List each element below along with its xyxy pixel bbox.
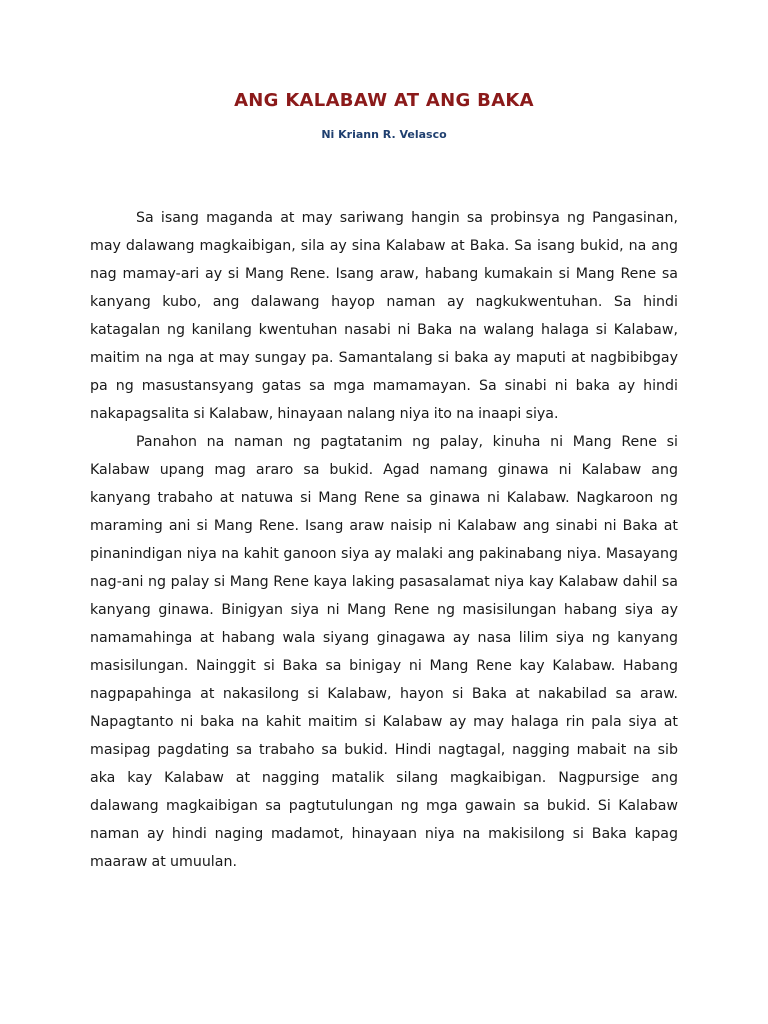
paragraph: Sa isang maganda at may sariwang hangin sa probinsya ng Pangasinan, may dalawang magkaibigan, sila ay sina Kalabaw at Baka. Sa isang bukid, na ang nag mamay-ari ay si Mang Rene. Isang araw, habang kumakain si Mang Rene sa kanyang kubo, ang dalawang hayop naman ay nagkukwentuhan. Sa hindi katagalan ng kanilang kwentuhan nasabi ni Baka na walang halaga si Kalabaw, maitim na nga at may sungay pa. Samantalang si baka ay maputi at nagbibibgay pa ng masustansyang gatas sa mga mamamayan. Sa sinabi ni baka ay hindi nakapagsalita si Kalabaw, hinayaan nalang niya ito na inaapi siya.	[90, 210, 678, 422]
story-body	[90, 204, 678, 876]
paragraph: Panahon na naman ng pagtatanim ng palay, kinuha ni Mang Rene si Kalabaw upang mag araro sa bukid. Agad namang ginawa ni Kalabaw ang kanyang trabaho at natuwa si Mang Rene sa ginawa ni Kalabaw. Nagkaroon ng maraming ani si Mang Rene. Isang araw naisip ni Kalabaw ang sinabi ni Baka at pinanindigan niya na kahit ganoon siya ay malaki ang pakinabang niya. Masayang nag-ani ng palay si Mang Rene kaya laking pasasalamat niya kay Kalabaw dahil sa kanyang ginawa. Binigyan siya ni Mang Rene ng masisilungan habang siya ay namamahinga at habang wala siyang ginagawa ay nasa lilim siya ng kanyang masisilungan. Nainggit si Baka sa binigay ni Mang Rene kay Kalabaw. Habang nagpapahinga at nakasilong si Kalabaw, hayon si Baka at nakabilad sa araw. Napagtanto ni baka na kahit maitim si Kalabaw ay may halaga rin pala siya at masipag pagdating sa trabaho sa bukid. Hindi nagtagal, nagging mabait na sib aka kay Kalabaw at nagging matalik silang magkaibigan. Nagpursige ang dalawang magkaibigan sa pagtutulungan ng mga gawain sa bukid. Si Kalabaw naman ay hindi naging madamot, hinayaan niya na makisilong si Baka kapag maaraw at umuulan.	[90, 434, 678, 870]
story-author: Ni Kriann R. Velasco	[321, 128, 447, 141]
story-title: ANG KALABAW AT ANG BAKA	[234, 90, 534, 111]
